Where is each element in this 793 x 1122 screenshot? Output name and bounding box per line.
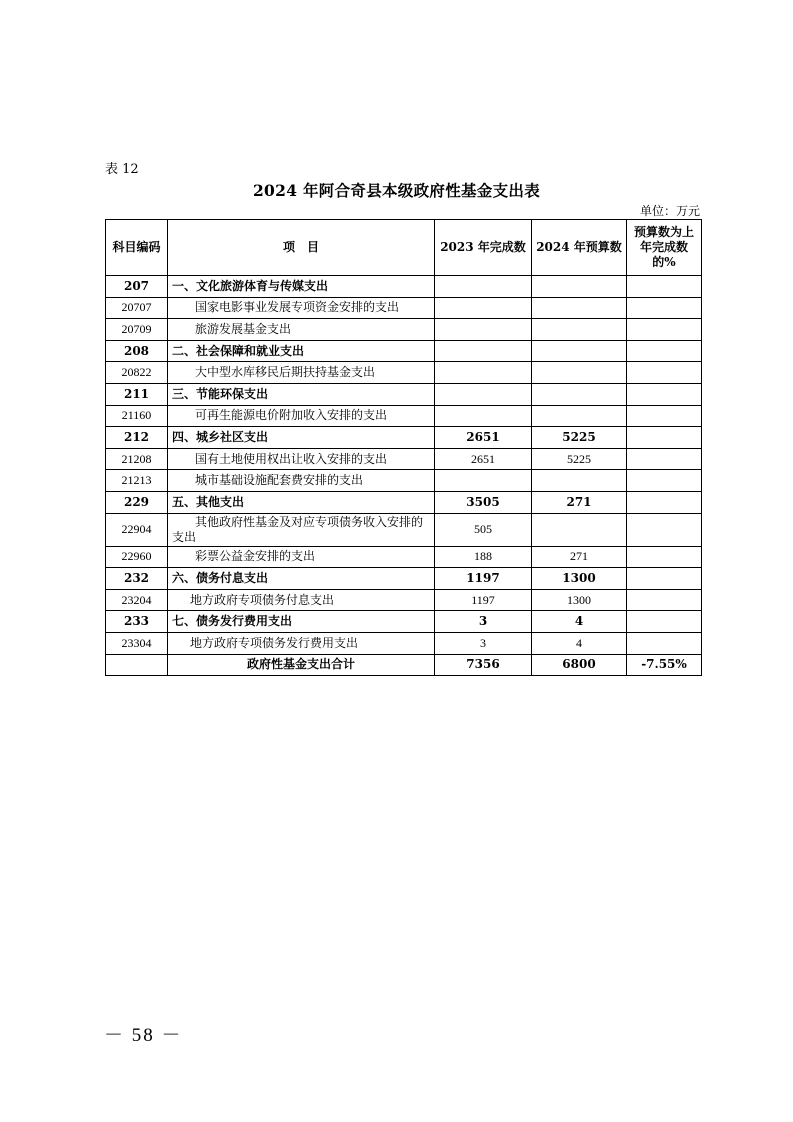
page-number: － 58 － (104, 1025, 183, 1046)
row-name: 地方政府专项债务付息支出 (168, 589, 435, 611)
row-actual-2023 (435, 340, 532, 362)
row-ratio (627, 546, 702, 568)
row-actual-2023: 2651 (435, 448, 532, 470)
row-code: 20822 (106, 362, 168, 384)
row-budget-2024: 271 (532, 491, 627, 513)
row-actual-2023: 3 (435, 632, 532, 654)
row-name: 彩票公益金安排的支出 (168, 546, 435, 568)
row-name: 四、城乡社区支出 (168, 427, 435, 449)
table-row (106, 362, 702, 384)
row-actual-2023 (435, 470, 532, 492)
row-code: 22904 (106, 513, 168, 546)
row-name: 六、债务付息支出 (168, 568, 435, 590)
row-code: 22960 (106, 546, 168, 568)
row-ratio (627, 427, 702, 449)
row-actual-2023 (435, 319, 532, 341)
row-actual-2023: 3505 (435, 491, 532, 513)
row-actual-2023 (435, 362, 532, 384)
row-budget-2024 (532, 513, 627, 546)
total-ratio: -7.55% (627, 654, 702, 676)
row-code: 233 (106, 611, 168, 633)
row-ratio (627, 491, 702, 513)
row-ratio (627, 276, 702, 298)
table-row (106, 448, 702, 470)
table-header-row (106, 220, 702, 276)
table-row (106, 611, 702, 633)
row-actual-2023: 2651 (435, 427, 532, 449)
document-title: 2024 年阿合奇县本级政府性基金支出表 (252, 181, 541, 200)
unit-label: 单位：万元 (639, 204, 700, 218)
row-ratio (627, 470, 702, 492)
table-row (106, 470, 702, 492)
expenditure-table (105, 219, 702, 676)
row-ratio (627, 632, 702, 654)
row-name: 国家电影事业发展专项资金安排的支出 (168, 297, 435, 319)
total-name: 政府性基金支出合计 (168, 654, 435, 676)
header-ratio-line: 预算数为上 (633, 225, 694, 239)
row-ratio (627, 297, 702, 319)
row-code: 207 (106, 276, 168, 298)
row-actual-2023 (435, 276, 532, 298)
table-row (106, 383, 702, 405)
header-ratio (627, 220, 702, 276)
row-budget-2024 (532, 319, 627, 341)
row-ratio (627, 405, 702, 427)
row-actual-2023: 1197 (435, 568, 532, 590)
row-ratio (627, 513, 702, 546)
row-budget-2024 (532, 383, 627, 405)
row-budget-2024: 5225 (532, 427, 627, 449)
row-budget-2024 (532, 362, 627, 384)
header-ratio-line: 年完成数 (639, 240, 688, 254)
table-row (106, 568, 702, 590)
row-code: 21160 (106, 405, 168, 427)
row-ratio (627, 589, 702, 611)
row-name: 二、社会保障和就业支出 (168, 340, 435, 362)
row-actual-2023: 1197 (435, 589, 532, 611)
row-code: 208 (106, 340, 168, 362)
table-row (106, 427, 702, 449)
row-code: 232 (106, 568, 168, 590)
row-actual-2023: 188 (435, 546, 532, 568)
table-row (106, 319, 702, 341)
row-ratio (627, 340, 702, 362)
row-name: 国有土地使用权出让收入安排的支出 (168, 448, 435, 470)
row-budget-2024: 1300 (532, 568, 627, 590)
table-row (106, 340, 702, 362)
row-ratio (627, 448, 702, 470)
row-name: 七、债务发行费用支出 (168, 611, 435, 633)
total-code (106, 654, 168, 676)
total-row (106, 654, 702, 676)
table-row (106, 297, 702, 319)
row-budget-2024: 4 (532, 632, 627, 654)
row-code: 21213 (106, 470, 168, 492)
row-budget-2024: 5225 (532, 448, 627, 470)
header-item: 项 目 (168, 220, 435, 276)
header-ratio-line: 的% (652, 255, 676, 269)
row-ratio (627, 383, 702, 405)
row-ratio (627, 611, 702, 633)
row-budget-2024: 271 (532, 546, 627, 568)
row-code: 212 (106, 427, 168, 449)
table-row (106, 546, 702, 568)
row-budget-2024 (532, 405, 627, 427)
total-budget-2024: 6800 (532, 654, 627, 676)
row-actual-2023: 505 (435, 513, 532, 546)
row-actual-2023 (435, 383, 532, 405)
table-row (106, 405, 702, 427)
table-label: 表 12 (105, 162, 139, 177)
row-name: 大中型水库移民后期扶持基金支出 (168, 362, 435, 384)
row-budget-2024 (532, 276, 627, 298)
row-budget-2024 (532, 470, 627, 492)
row-actual-2023 (435, 405, 532, 427)
row-ratio (627, 319, 702, 341)
row-code: 23304 (106, 632, 168, 654)
row-name: 三、节能环保支出 (168, 383, 435, 405)
row-name: 可再生能源电价附加收入安排的支出 (168, 405, 435, 427)
row-name: 一、文化旅游体育与传媒支出 (168, 276, 435, 298)
table-row (106, 276, 702, 298)
header-budget-2024: 2024 年预算数 (532, 220, 627, 276)
row-name: 其他政府性基金及对应专项债务收入安排的支出 (168, 513, 435, 546)
row-actual-2023: 3 (435, 611, 532, 633)
row-name: 城市基础设施配套费安排的支出 (168, 470, 435, 492)
row-name: 旅游发展基金支出 (168, 319, 435, 341)
row-budget-2024 (532, 340, 627, 362)
table-row (106, 632, 702, 654)
table-row (106, 589, 702, 611)
total-actual-2023: 7356 (435, 654, 532, 676)
row-ratio (627, 568, 702, 590)
row-name: 地方政府专项债务发行费用支出 (168, 632, 435, 654)
header-actual-2023: 2023 年完成数 (435, 220, 532, 276)
row-budget-2024: 4 (532, 611, 627, 633)
header-code: 科目编码 (106, 220, 168, 276)
row-budget-2024: 1300 (532, 589, 627, 611)
row-code: 211 (106, 383, 168, 405)
row-ratio (627, 362, 702, 384)
table-row (106, 491, 702, 513)
row-budget-2024 (532, 297, 627, 319)
row-actual-2023 (435, 297, 532, 319)
row-code: 20709 (106, 319, 168, 341)
row-code: 229 (106, 491, 168, 513)
row-code: 21208 (106, 448, 168, 470)
row-code: 20707 (106, 297, 168, 319)
row-name: 五、其他支出 (168, 491, 435, 513)
row-code: 23204 (106, 589, 168, 611)
table-row (106, 513, 702, 546)
